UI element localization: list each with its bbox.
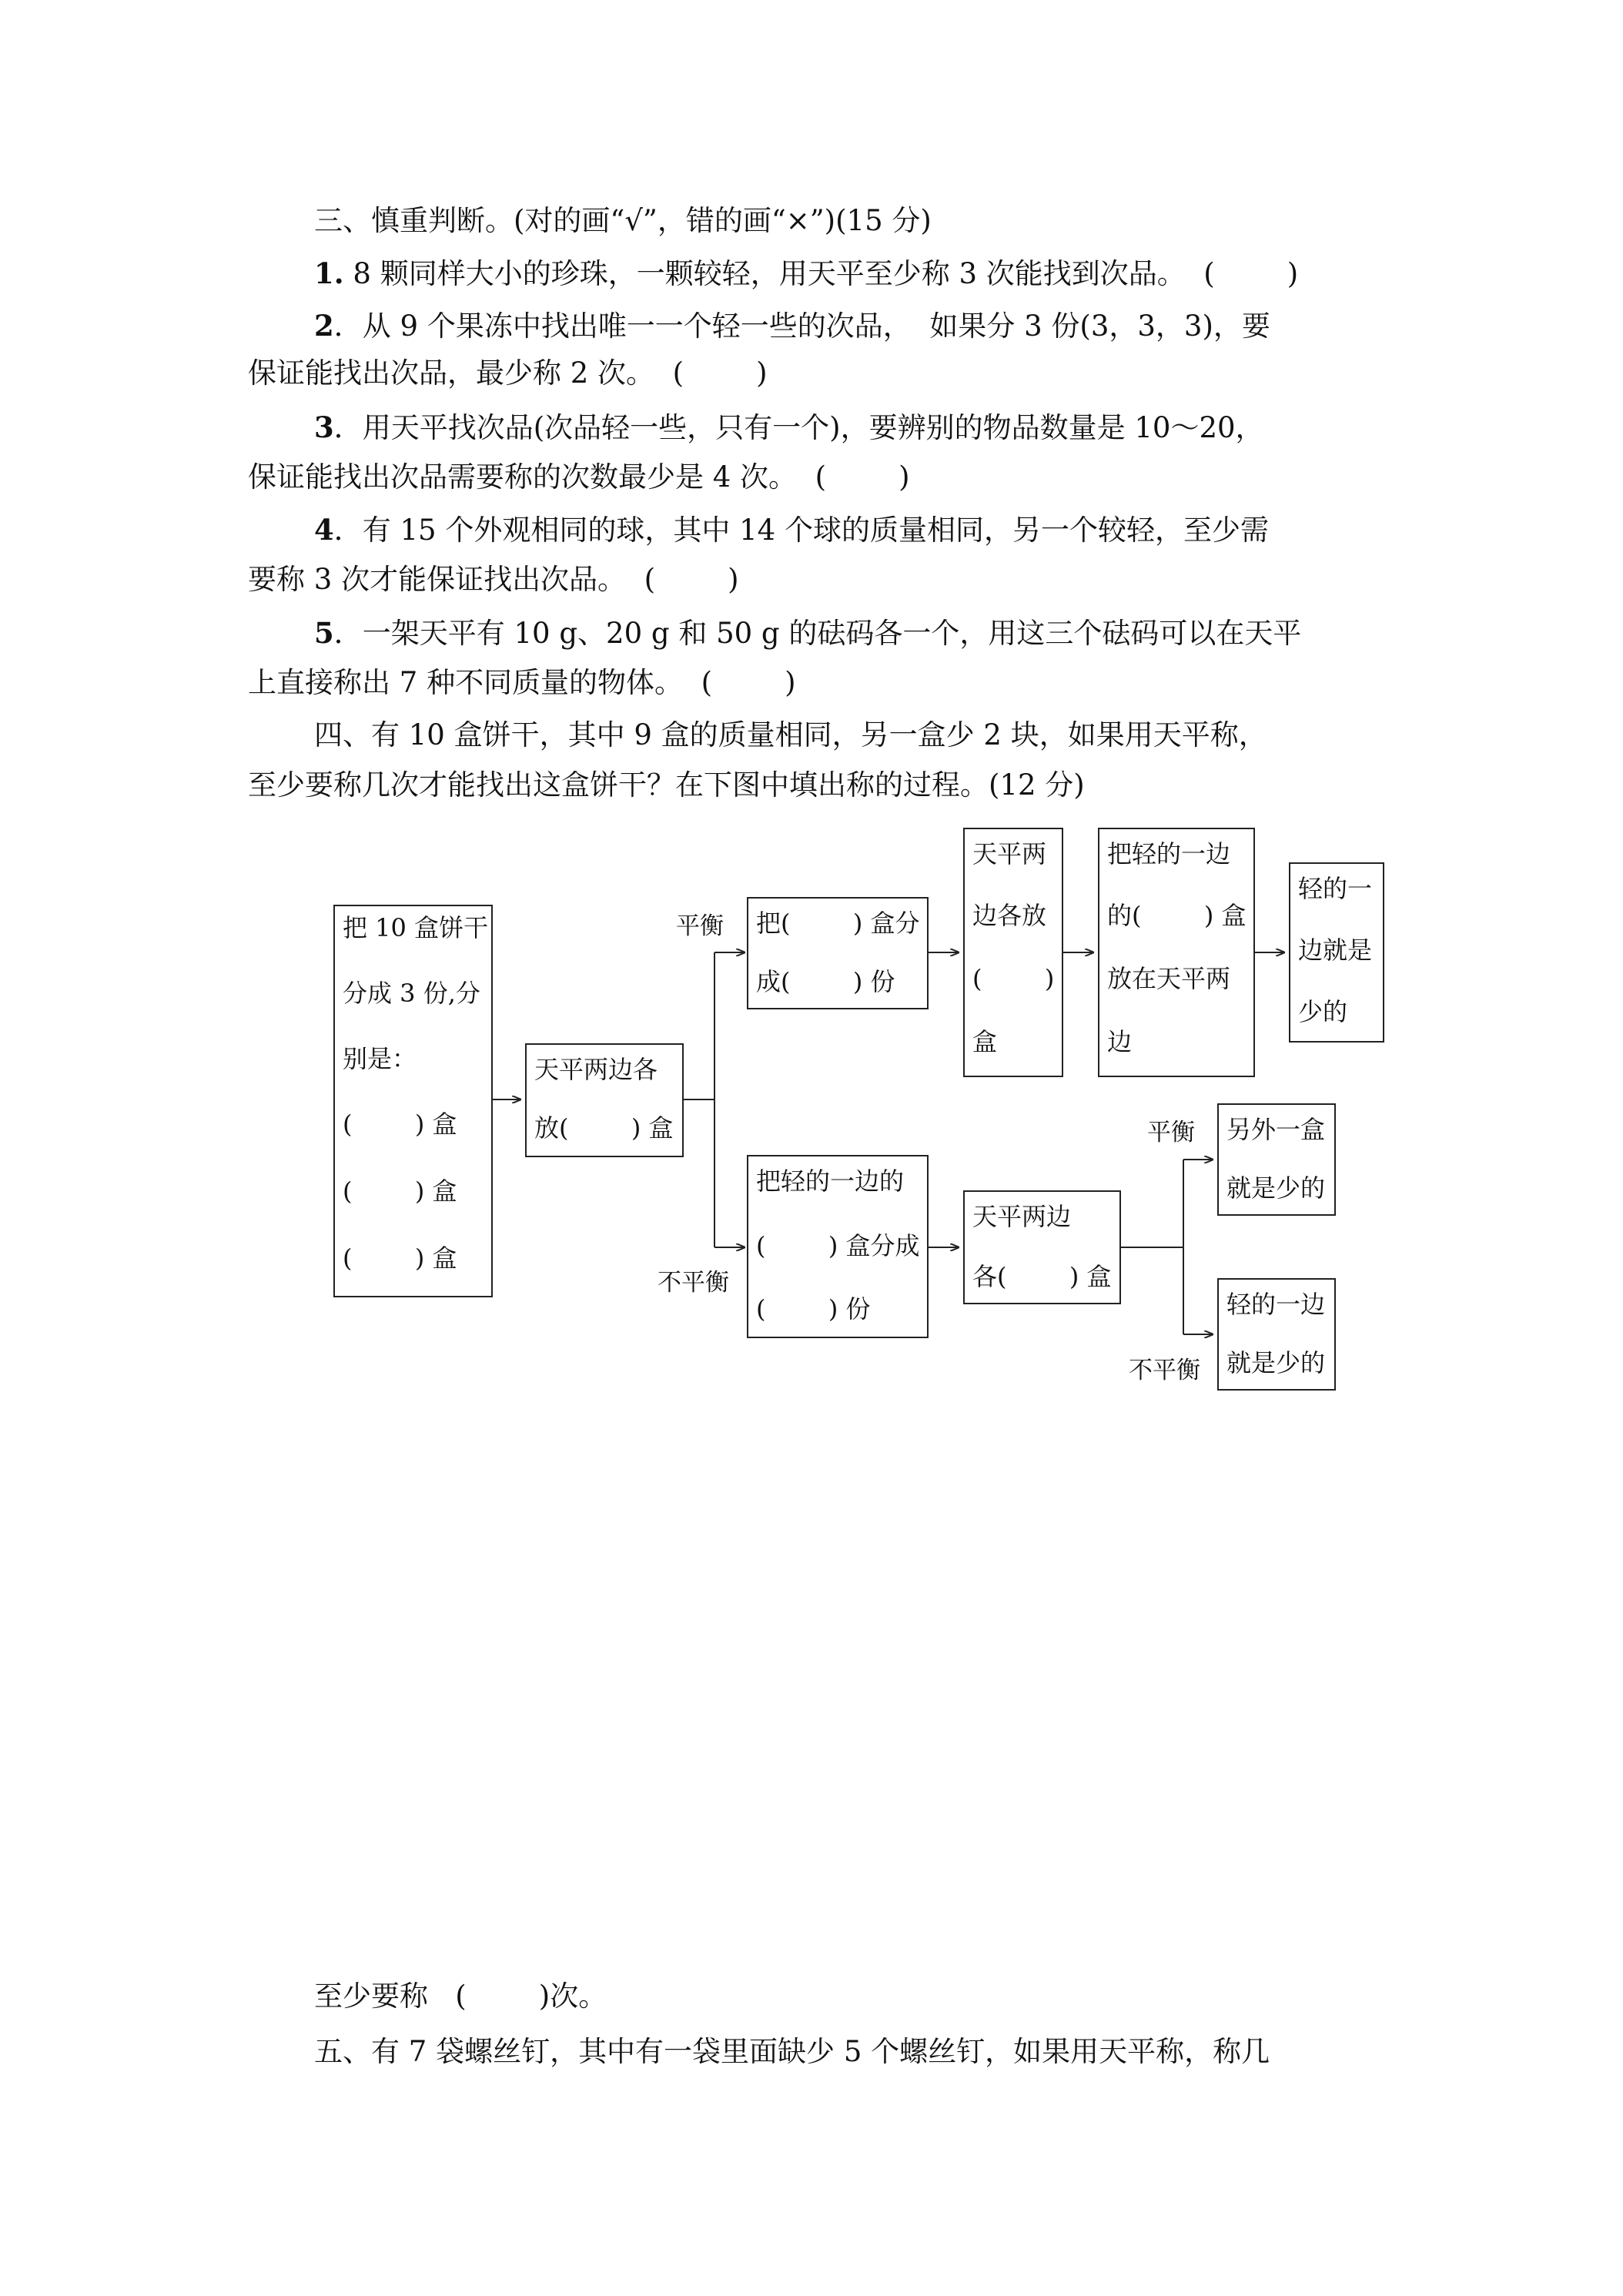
box4-line3: ( ): [972, 964, 1055, 993]
box6-line3: 少的: [1298, 997, 1348, 1026]
box1-line3: 别是：: [343, 1044, 417, 1073]
section3-heading: 三、慎重判断。(对的画“√”，错的画“×”)(15 分): [314, 204, 932, 237]
box9-line2: 就是少的: [1226, 1173, 1326, 1203]
box4-line1: 天平两: [972, 839, 1047, 869]
section4-line2: 至少要称几次才能找出这盒饼干？在下图中填出称的过程。(12 分): [248, 768, 1085, 802]
box1-line1: 把 10 盒饼干: [343, 913, 489, 942]
question-3-text: ．用天平找次品(次品轻一些，只有一个)，要辨别的物品数量是 10～20，: [333, 411, 1264, 444]
section4-line1: 四、有 10 盒饼干，其中 9 盒的质量相同，另一盒少 2 块，如果用天平称，: [314, 718, 1267, 751]
flow-box-result-lighter: [1217, 1278, 1336, 1391]
box1-line4: ( ) 盒: [343, 1110, 457, 1139]
box1-line5: ( ) 盒: [343, 1176, 457, 1206]
box5-line3: 放在天平两: [1107, 964, 1231, 993]
box10-line2: 就是少的: [1226, 1348, 1326, 1377]
flow-box-result-other: [1217, 1103, 1336, 1216]
flow-box-result-top: [1289, 862, 1384, 1043]
question-4-text: ．有 15 个外观相同的球，其中 14 个球的质量相同，另一个较轻，至少需: [333, 514, 1269, 547]
box5-line1: 把轻的一边: [1107, 839, 1231, 869]
question-2-number: 2: [314, 309, 334, 343]
section4-answer: 至少要称 ( )次。: [314, 1980, 607, 2013]
question-5-text: ．一架天平有 10 g、20 g 和 50 g 的砝码各一个，用这三个砝码可以在天平: [333, 617, 1302, 650]
box5-line4: 边: [1107, 1027, 1133, 1056]
box8-line1: 天平两边: [972, 1202, 1072, 1231]
box10-line1: 轻的一边: [1226, 1290, 1326, 1319]
box3-line2: 成( ) 份: [756, 967, 895, 996]
box7-line1: 把轻的一边的: [756, 1166, 905, 1196]
question-5-text-cont: 上直接称出 7 种不同质量的物体。 ( ): [248, 666, 796, 699]
box7-line2: ( ) 盒分成: [756, 1231, 920, 1260]
box7-line3: ( ) 份: [756, 1294, 871, 1324]
box4-line2: 边各放: [972, 901, 1047, 930]
box5-line2: 的( ) 盒: [1107, 901, 1247, 930]
question-1-number: 1.: [314, 256, 344, 290]
box2-line2: 放( ) 盒: [534, 1113, 674, 1143]
question-5-number: 5: [314, 616, 334, 650]
flow-box-weigh-first: [525, 1043, 684, 1157]
box8-line2: 各( ) 盒: [972, 1262, 1112, 1291]
label-balance-right: 平衡: [1147, 1119, 1195, 1146]
question-2-text: ．从 9 个果冻中找出唯一一个轻一些的次品， 如果分 3 份(3，3，3)，要: [333, 310, 1270, 343]
question-3-number: 3: [314, 410, 334, 444]
question-2-text-cont: 保证能找出次品，最少称 2 次。 ( ): [248, 356, 768, 390]
box3-line1: 把( ) 盒分: [756, 909, 920, 938]
label-unbalance-right: 不平衡: [1129, 1357, 1200, 1384]
box1-line2: 分成 3 份,分: [343, 979, 480, 1008]
box4-line4: 盒: [972, 1027, 998, 1056]
flow-box-split-balanced: [747, 897, 929, 1009]
flow-box-place-lighter: [1098, 828, 1255, 1077]
flow-box-weigh-second: [963, 828, 1063, 1077]
flow-box-weigh-third: [963, 1190, 1121, 1304]
box2-line1: 天平两边各: [534, 1055, 658, 1084]
question-3-text-cont: 保证能找出次品需要称的次数最少是 4 次。 ( ): [248, 460, 910, 494]
flow-box-split-into-three: [333, 905, 493, 1297]
flow-box-split-unbalanced: [747, 1155, 929, 1338]
section5-line1: 五、有 7 袋螺丝钉，其中有一袋里面缺少 5 个螺丝钉，如果用天平称，称几: [314, 2035, 1270, 2068]
label-unbalance-bottom: 不平衡: [658, 1269, 729, 1297]
box6-line2: 边就是: [1298, 935, 1373, 965]
question-4-number: 4: [314, 513, 334, 547]
box6-line1: 轻的一: [1298, 874, 1373, 903]
box1-line6: ( ) 盒: [343, 1243, 457, 1273]
label-balance-top: 平衡: [676, 912, 724, 940]
question-4-text-cont: 要称 3 次才能保证找出次品。 ( ): [248, 563, 739, 596]
question-1-text: 8 颗同样大小的珍珠，一颗较轻，用天平至少称 3 次能找到次品。 ( ): [343, 257, 1299, 290]
box9-line1: 另外一盒: [1226, 1115, 1326, 1144]
